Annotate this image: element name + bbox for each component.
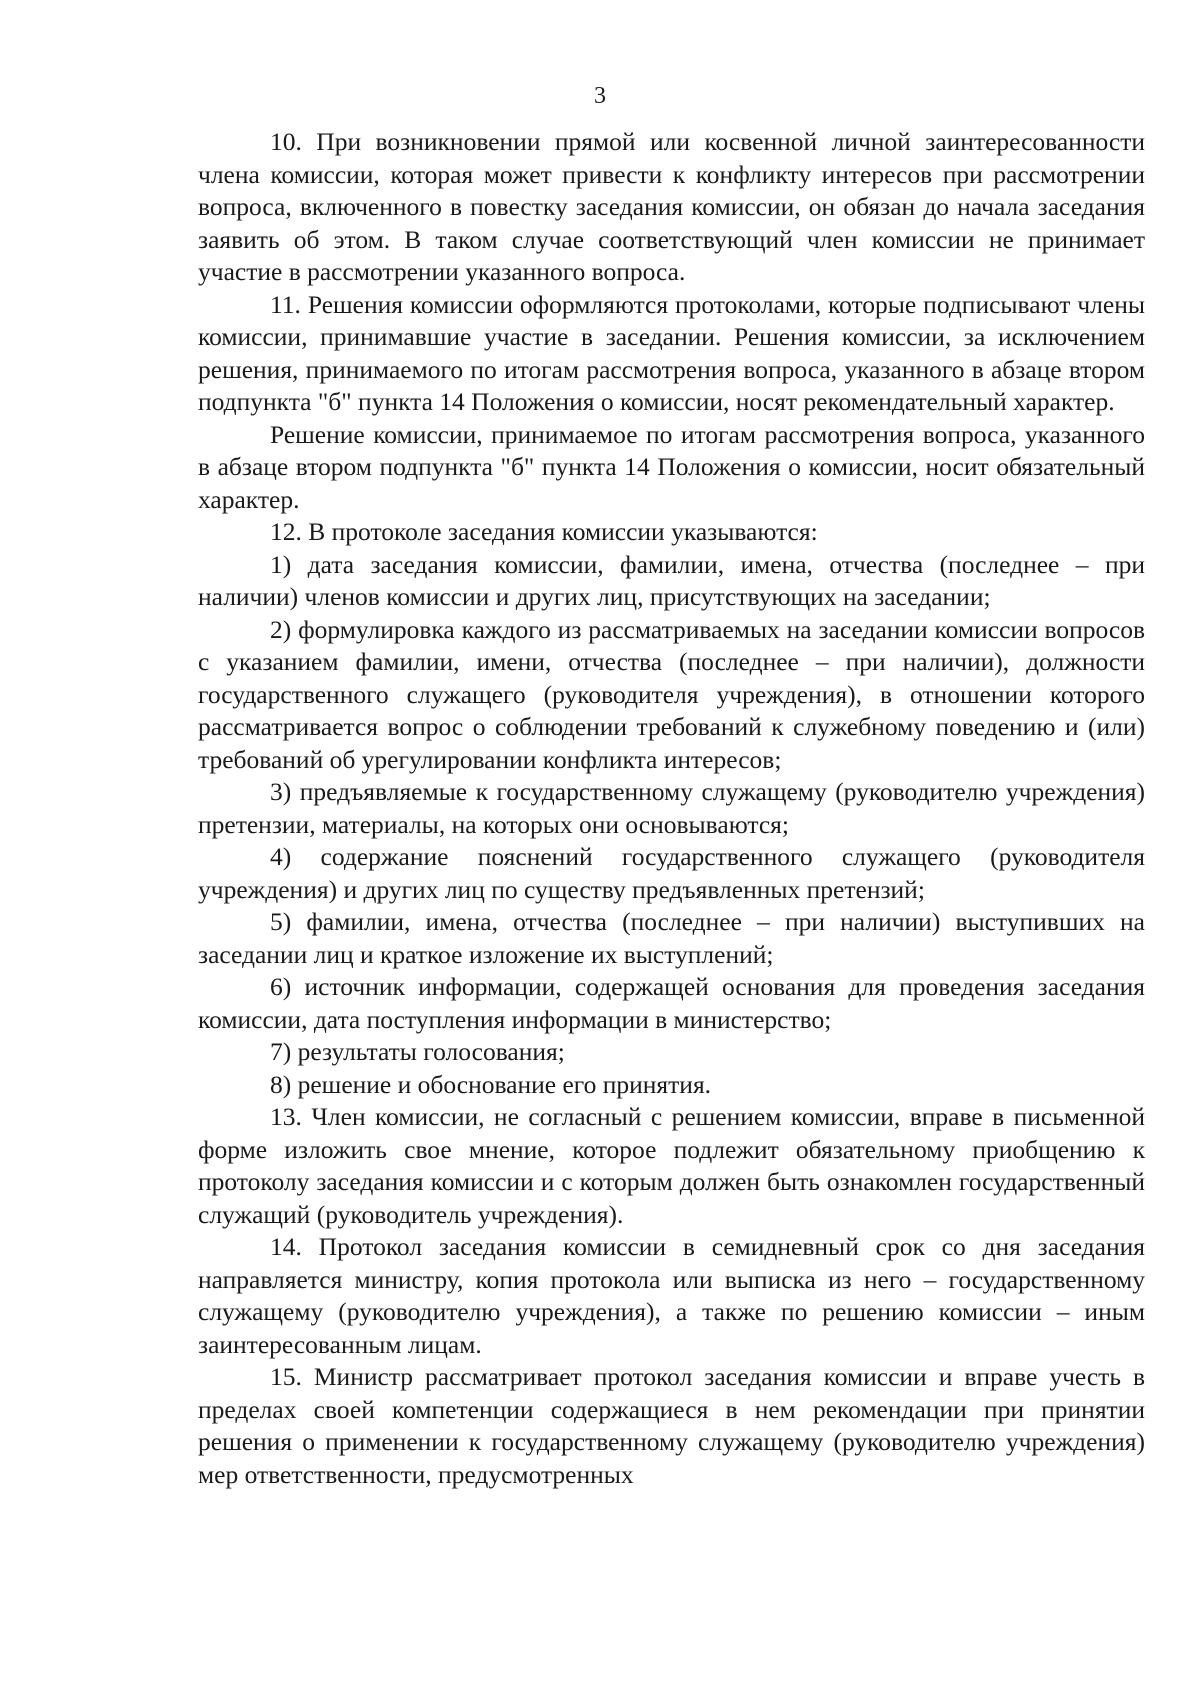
paragraph-13: 13. Член комиссии, не согласный с решением комиссии, вправе в письменной форме изложить свое мнение, которое подлежит обязательному приобщению к протоколу заседания комиссии и с которым должен быть ознакомлен государственный служащий (руководитель учреждения). [198,1102,1145,1229]
list-item-6: 6) источник информации, содержащей основания для проведения заседания комиссии, дата поступления информации в министерство; [198,972,1145,1034]
paragraph-11: 11. Решения комиссии оформляются протоколами, которые подписывают члены комиссии, принимавшие участие в заседании. Решения комиссии, за исключением решения, принимаемого по итогам рассмотрения вопроса, указанного в абзаце втором подпункта "б" пункта 14 Положения о комиссии, носят рекомендательный характер. [198,289,1145,416]
list-item-2: 2) формулировка каждого из рассматриваемых на заседании комиссии вопросов с указанием фамилии, имени, отчества (последнее – при наличии), должности государственного служащего (руководителя учреждения), в отношении которого рассматривается вопрос о соблюдении требований к служебному поведению и (или) требований об урегулировании конфликта интересов; [198,614,1145,774]
list-item-8: 8) решение и обоснование его принятия. [270,1069,712,1099]
paragraph-12: 12. В протоколе заседания комиссии указываются: [270,517,818,546]
list-item-5: 5) фамилии, имена, отчества (последнее – при наличии) выступивших на заседании лиц и краткое изложение их выступлений; [198,907,1145,969]
list-item-3: 3) предъявляемые к государственному служащему (руководителю учреждения) претензии, материалы, на которых они основываются; [198,777,1145,839]
paragraph-14: 14. Протокол заседания комиссии в семидневный срок со дня заседания направляется министру, копия протокола или выписка из него – государственному служащему (руководителю учреждения), а также по решению комиссии – иным заинтересованным лицам. [198,1232,1145,1359]
paragraph-15: 15. Министр рассматривает протокол заседания комиссии и вправе учесть в пределах своей компетенции содержащиеся в нем рекомендации при принятии решения о применении к государственному служащему (руководителю учреждения) мер ответственности, предусмотренных [198,1362,1145,1489]
document-body [198,126,1145,1491]
page-number: 3 [594,83,606,109]
list-item-4: 4) содержание пояснений государственного служащего (руководителя учреждения) и других лиц по существу предъявленных претензий; [198,842,1145,904]
list-item-1: 1) дата заседания комиссии, фамилии, имена, отчества (последнее – при наличии) членов комиссии и других лиц, присутствующих на заседании; [198,549,1145,611]
list-item-7: 7) результаты голосования; [270,1037,565,1066]
paragraph-11-continuation: Решение комиссии, принимаемое по итогам рассмотрения вопроса, указанного в абзаце втором подпункта "б" пункта 14 Положения о комиссии, носит обязательный характер. [198,419,1145,514]
paragraph-10: 10. При возникновении прямой или косвенной личной заинтересованности члена комиссии, которая может привести к конфликту интересов при рассмотрении вопроса, включенного в повестку заседания комиссии, он обязан до начала заседания заявить об этом. В таком случае соответствующий член комиссии не принимает участие в рассмотрении указанного вопроса. [198,127,1145,286]
